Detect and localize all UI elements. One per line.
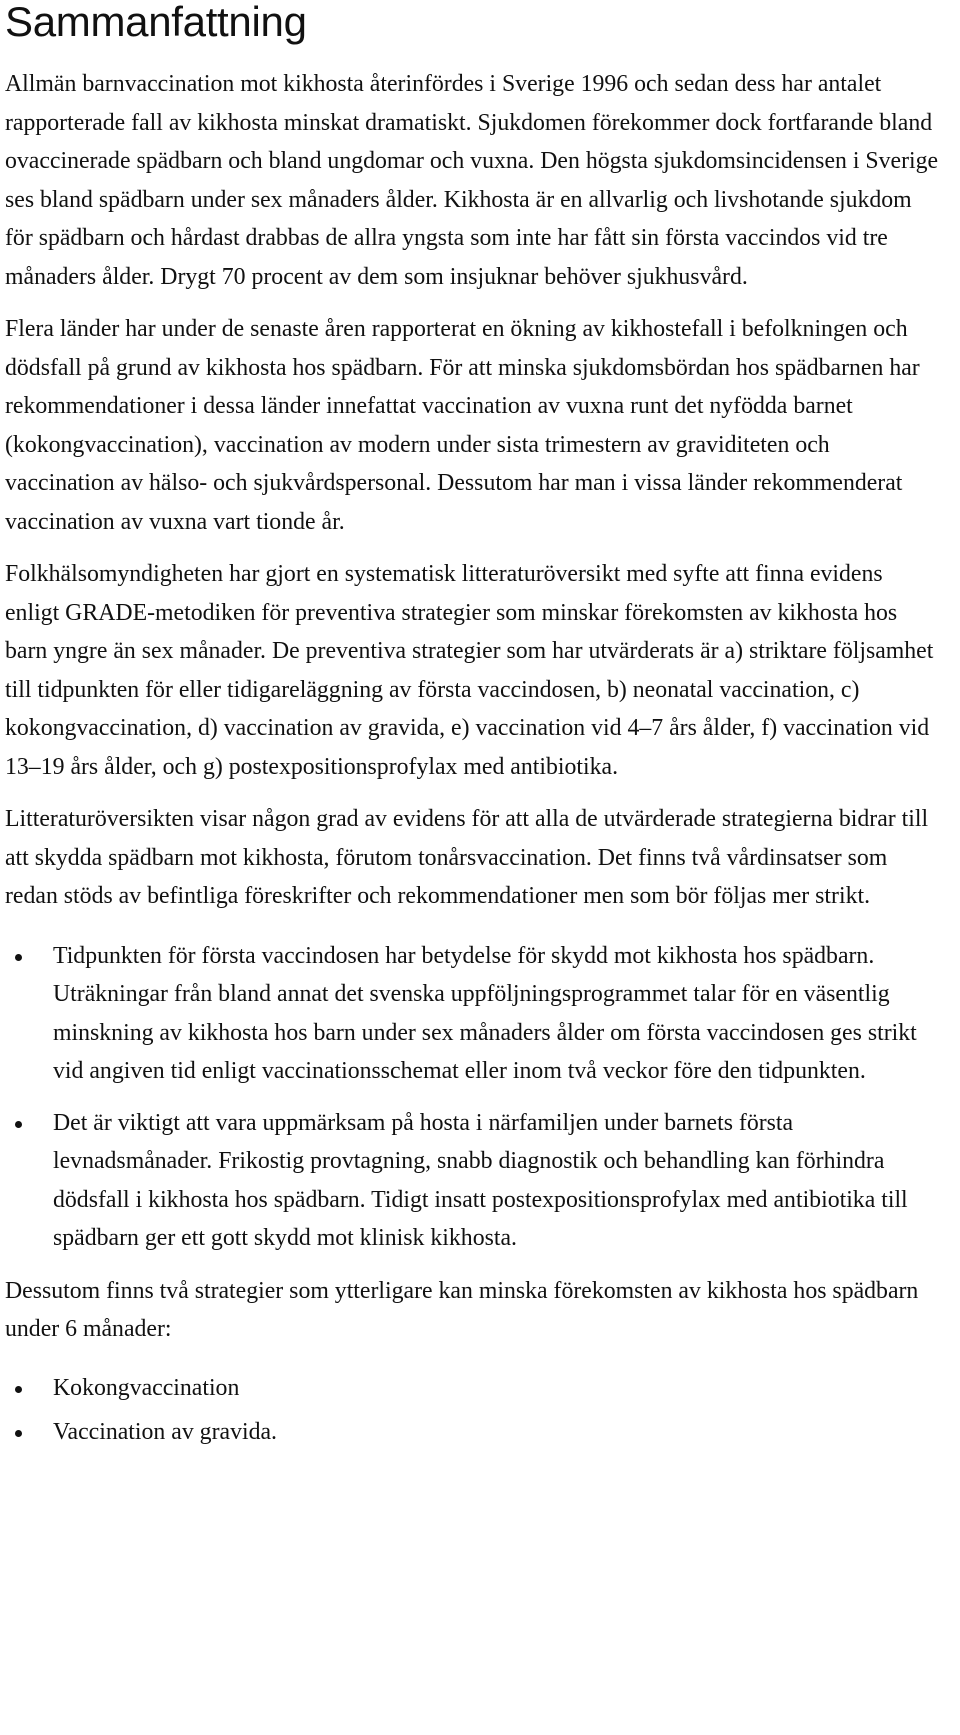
page-title: Sammanfattning (5, 0, 307, 45)
paragraph-review: Folkhälsomyndigheten har gjort en systematisk litteraturöversikt med syfte att finna evidens enligt GRADE-metodiken för preventiva strategier som minskar förekomsten av kikhosta hos barn yngre än sex månader. De preventiva strategier som har utvärderats är a) striktare följsamhet till tidpunkten för eller tidigareläggning av första vaccindosen, b) neonatal vaccination, c) kokongvaccination, d) vaccination av gravida, e) vaccination vid 4–7 års ålder, f) vaccination vid 13–19 års ålder, och g) postexpositionsprofylax med antibiotika. (5, 561, 934, 780)
list-item (5, 1369, 940, 1408)
paragraph-intro: Allmän barnvaccination mot kikhosta återinfördes i Sverige 1996 och sedan dess har antalet rapporterade fall av kikhosta minskat dramatiskt. Sjukdomen förekommer dock fortfarande bland ovaccinerade spädbarn och bland ungdomar och vuxna. Den högsta sjukdomsincidensen i Sverige ses bland spädbarn under sex månaders ålder. Kikhosta är en allvarlig och livshotande sjukdom för spädbarn och hårdast drabbas de allra yngsta som inte har fått sin första vaccindos vid tre månaders ålder. Drygt 70 procent av dem som insjuknar behöver sjukhusvård. (5, 71, 939, 290)
paragraph-strategies: Dessutom finns två strategier som ytterligare kan minska förekomsten av kikhosta hos spädbarn under 6 månader: (5, 1277, 919, 1342)
care-measures-list (5, 937, 940, 1258)
bullet-icon (15, 1386, 22, 1393)
list-item (5, 1104, 940, 1258)
bullet-icon (15, 1430, 22, 1437)
list-item-text: Vaccination av gravida. (53, 1419, 277, 1445)
bullet-icon (15, 954, 22, 961)
bullet-icon (15, 1121, 22, 1128)
list-item-text: Tidpunkten för första vaccindosen har betydelse för skydd mot kikhosta hos spädbarn. Uträkningar från bland annat det svenska uppföljningsprogrammet talar för en väsentlig minskning av kikhosta hos barn under sex månaders ålder om första vaccindosen ges strikt vid angiven tid enligt vaccinationsschemat eller inom två veckor före den tidpunkten. (53, 942, 917, 1084)
list-item-text: Kokongvaccination (53, 1374, 240, 1401)
paragraph-evidence: Litteraturöversikten visar någon grad av evidens för att alla de utvärderade strategierna bidrar till att skydda spädbarn mot kikhosta, förutom tonårsvaccination. Det finns två vårdinsatser som redan stöds av befintliga föreskrifter och rekommendationer men som bör följas mer strikt. (5, 806, 929, 909)
list-item (5, 937, 940, 1091)
strategies-list (5, 1369, 940, 1452)
list-item (5, 1413, 940, 1452)
list-item-text: Det är viktigt att vara uppmärksam på hosta i närfamiljen under barnets första levnadsmånader. Frikostig provtagning, snabb diagnostik och behandling kan förhindra dödsfall i kikhosta hos spädbarn. Tidigt insatt postexpositionsprofylax med antibiotika till spädbarn ger ett gott skydd mot klinisk kikhosta. (53, 1109, 908, 1251)
paragraph-international: Flera länder har under de senaste åren rapporterat en ökning av kikhostefall i befolkningen och dödsfall på grund av kikhosta hos spädbarn. För att minska sjukdomsbördan hos spädbarnen har rekommendationer i dessa länder innefattat vaccination av vuxna runt det nyfödda barnet (kokongvaccination), vaccination av modern under sista trimestern av graviditeten och vaccination av hälso- och sjukvårdspersonal. Dessutom har man i vissa länder rekommenderat vaccination av vuxna vart tionde år. (5, 316, 920, 535)
